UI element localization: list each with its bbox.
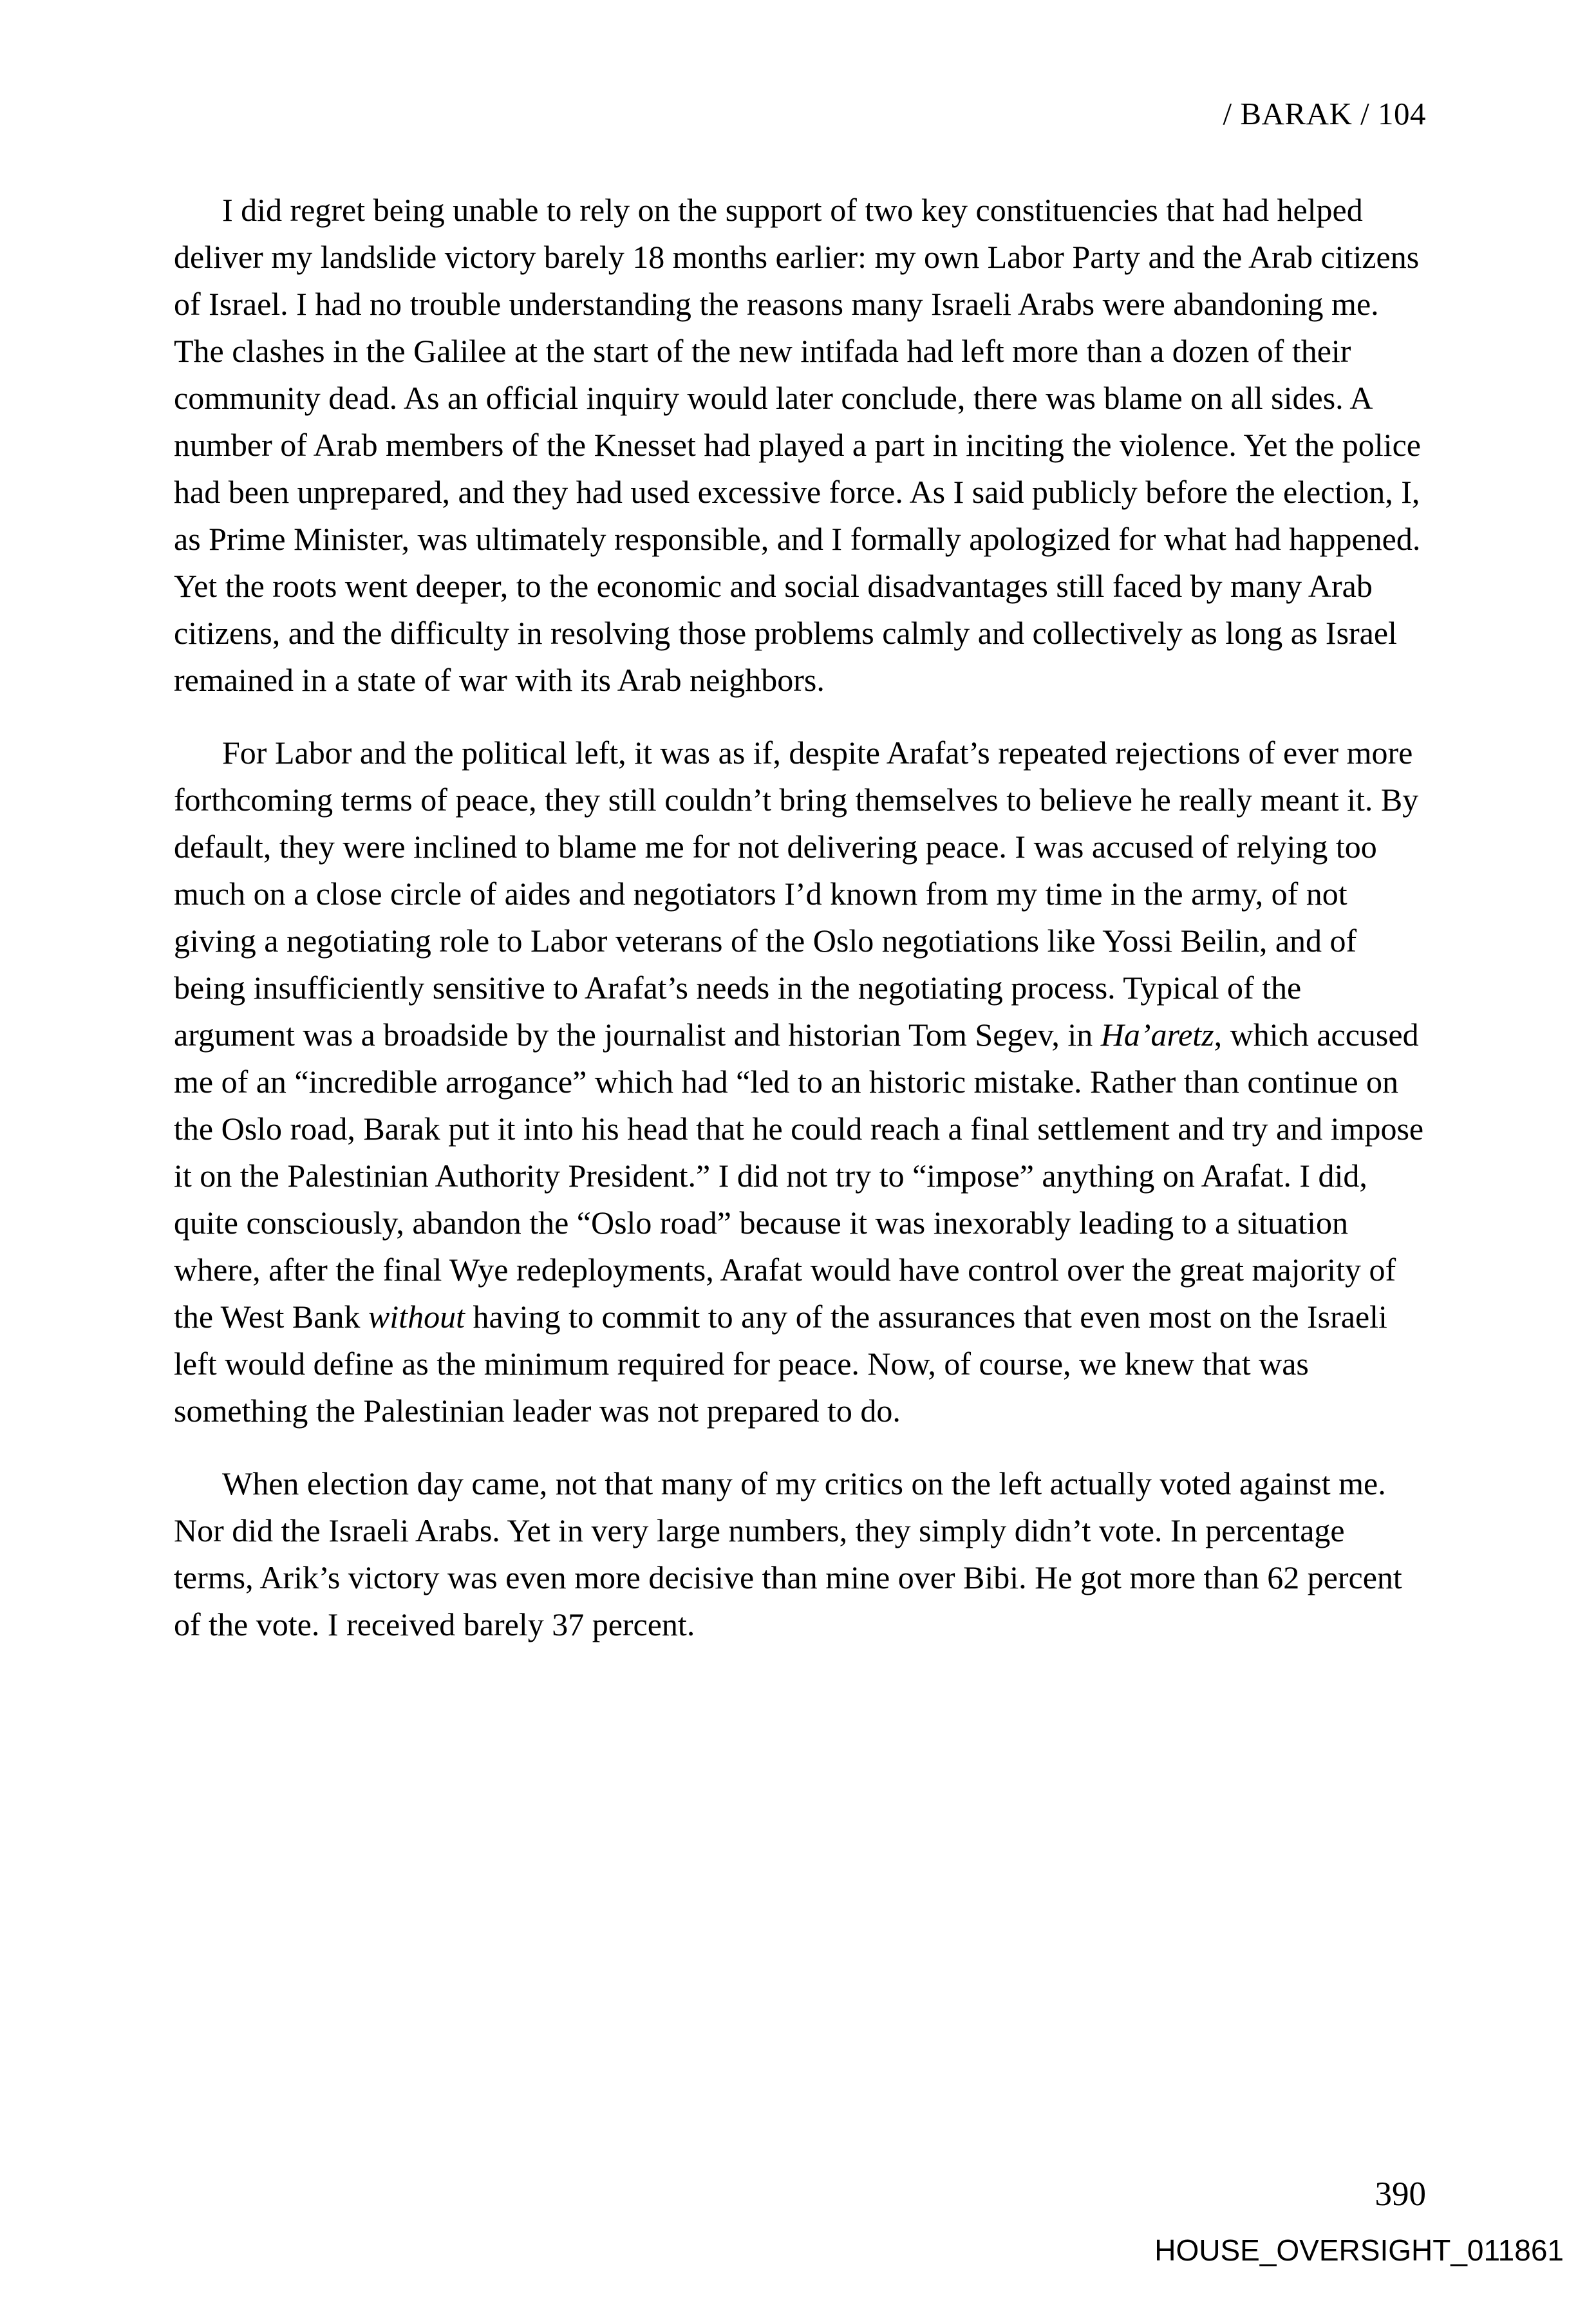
text-run: I did regret being unable to rely on the support of two key constituencies that had helped deliver my landslide victory barely 18 months earlier: my own Labor Party and the Arab citizens of Israel. I had no trouble understanding the reasons many Israeli Arabs were abandoning me. The clashes in the Galilee at the start of the new intifada had left more than a dozen of their community dead. As an official inquiry would later conclude, there was blame on all sides. A number of Arab members of the Knesset had played a part in inciting the violence. Yet the police had been unprepared, and they had used excessive force. As I said publicly before the election, I, as Prime Minister, was ultimately responsible, and I formally apologized for what had happened. Yet the roots went deeper, to the economic and social disadvantages still faced by many Arab citizens, and the difficulty in resolving those problems calmly and collectively as long as Israel remained in a state of war with its Arab neighbors.	[174, 192, 1421, 698]
italic-text-run: without	[368, 1299, 465, 1335]
body-text	[174, 187, 1426, 1674]
text-run: When election day came, not that many of my critics on the left actually voted against me. Nor did the Israeli Arabs. Yet in very large numbers, they simply didn’t vote. In percentage terms, Arik’s victory was even more decisive than mine over Bibi. He got more than 62 percent of the vote. I received barely 37 percent.	[174, 1465, 1402, 1642]
text-run: , which accused me of an “incredible arrogance” which had “led to an historic mistake. Rather than continue on the Oslo road, Barak put it into his head that he could reach a final settlement and try and impose it on the Palestinian Authority President.” I did not try to “impose” anything on Arafat. I did, quite consciously, abandon the “Oslo road” because it was inexorably leading to a situation where, after the final Wye redeployments, Arafat would have control over the great majority of the West Bank	[174, 1017, 1424, 1335]
paragraph	[174, 187, 1426, 704]
page-number: 390	[1375, 2176, 1426, 2213]
paragraph	[174, 729, 1426, 1434]
page-header: / BARAK / 104	[1223, 96, 1426, 131]
paragraph	[174, 1460, 1426, 1648]
text-run: For Labor and the political left, it was as if, despite Arafat’s repeated rejections of ever more forthcoming terms of peace, they still couldn’t bring themselves to believe he really meant it. By default, they were inclined to blame me for not delivering peace. I was accused of relying too much on a close circle of aides and negotiators I’d known from my time in the army, of not giving a negotiating role to Labor veterans of the Oslo negotiations like Yossi Beilin, and of being insufficiently sensitive to Arafat’s needs in the negotiating process. Typical of the argument was a broadside by the journalist and historian Tom Segev, in	[174, 735, 1419, 1053]
text-run: having to commit to any of the assurances that even most on the Israeli left would define as the minimum required for peace. Now, of course, we knew that was something the Palestinian leader was not prepared to do.	[174, 1299, 1387, 1429]
italic-text-run: Ha’aretz	[1100, 1017, 1214, 1053]
bates-stamp: HOUSE_OVERSIGHT_011861	[1154, 2233, 1564, 2267]
